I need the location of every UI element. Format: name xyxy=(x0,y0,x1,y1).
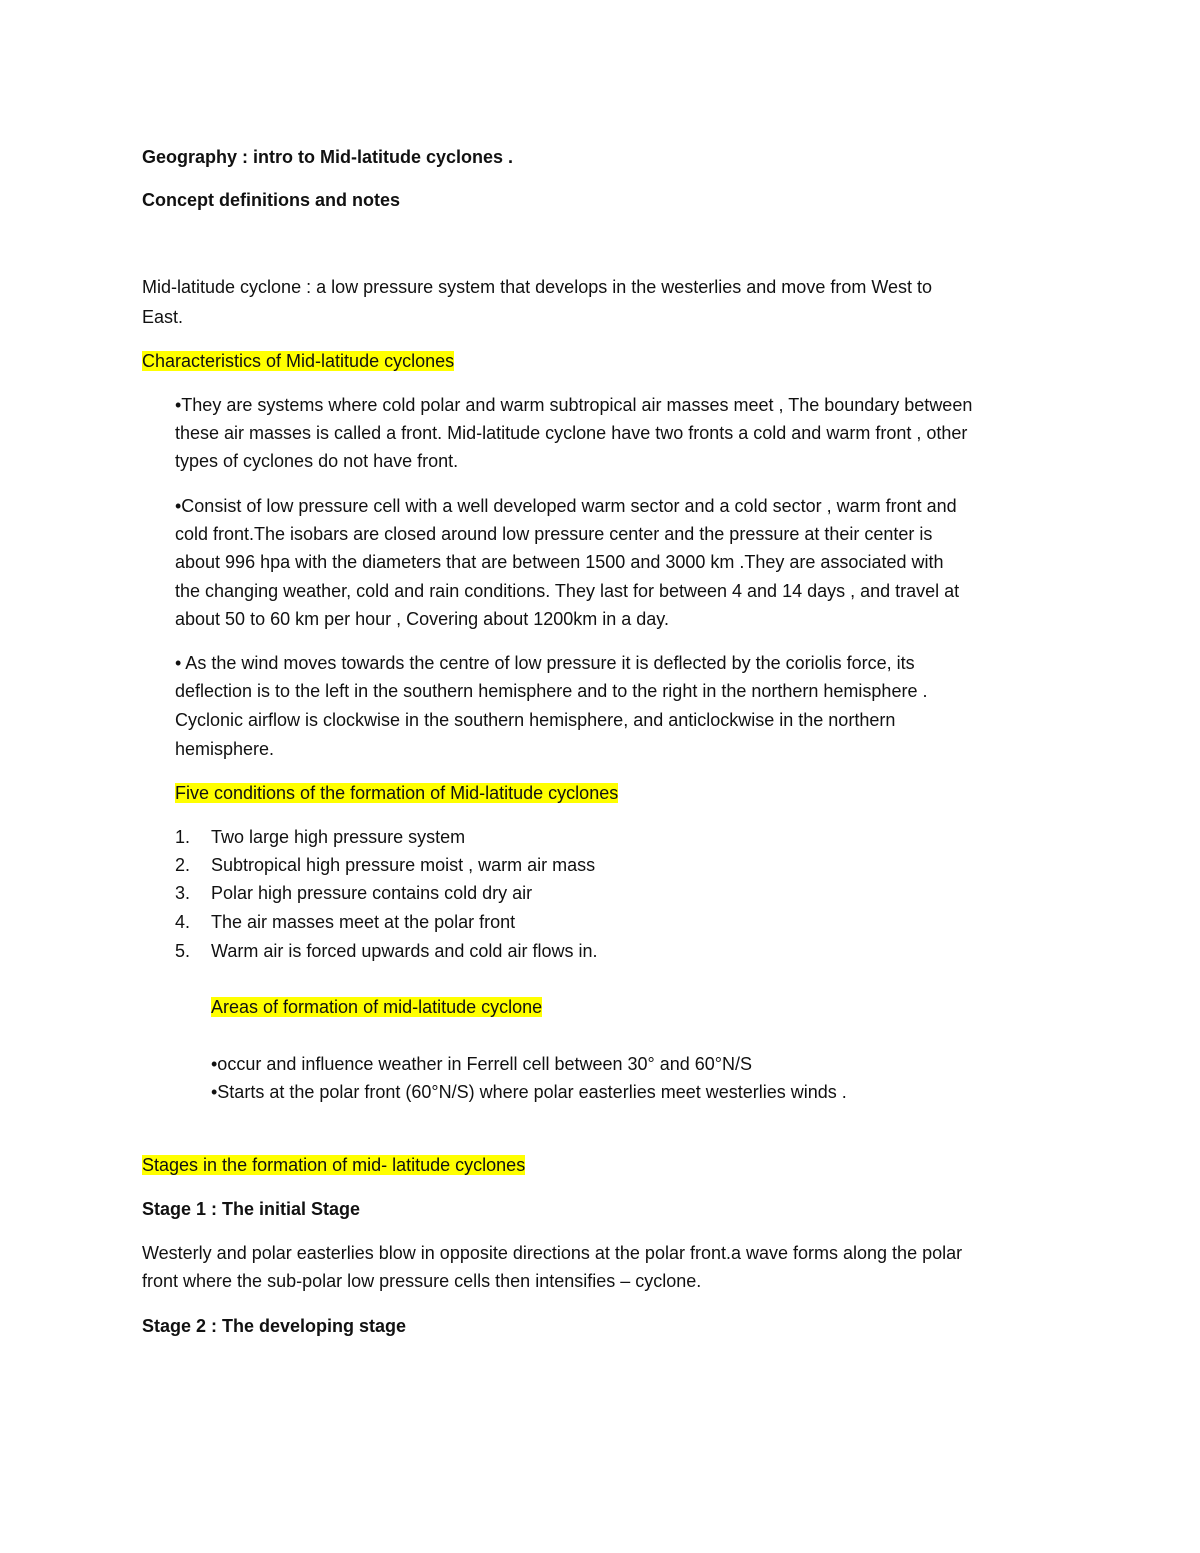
list-item: The air masses meet at the polar front xyxy=(211,912,516,932)
stage-1-text: Westerly and polar easterlies blow in opposite directions at the polar front.a wave forms along the polar xyxy=(142,1243,963,1263)
bullet-line: about 50 to 60 km per hour , Covering about 1200km in a day. xyxy=(175,609,669,629)
stage-1-text: front where the sub-polar low pressure cells then intensifies – cyclone. xyxy=(142,1271,702,1291)
highlighted-heading-text: Stages in the formation of mid- latitude cyclones xyxy=(142,1155,526,1175)
document-subtitle: Concept definitions and notes xyxy=(142,190,401,210)
characteristics-heading xyxy=(142,347,454,375)
stages-heading xyxy=(142,1151,525,1179)
document-title: Geography : intro to Mid-latitude cyclones . xyxy=(142,147,514,167)
list-number: 5. xyxy=(175,941,191,961)
bullet-line: about 996 hpa with the diameters that are between 1500 and 3000 km .They are associated with xyxy=(175,552,944,572)
bullet-line: hemisphere. xyxy=(175,739,275,759)
stage-1-title: Stage 1 : The initial Stage xyxy=(142,1199,361,1219)
list-number: 1. xyxy=(175,827,191,847)
bullet-line: •Consist of low pressure cell with a well developed warm sector and a cold sector , warm front and xyxy=(175,496,957,516)
bullet-line: these air masses is called a front. Mid-latitude cyclone have two fronts a cold and warm front , other xyxy=(175,423,968,443)
list-item: Polar high pressure contains cold dry air xyxy=(211,883,533,903)
list-number: 3. xyxy=(175,883,191,903)
list-number: 4. xyxy=(175,912,191,932)
bullet-line: Cyclonic airflow is clockwise in the southern hemisphere, and anticlockwise in the northern xyxy=(175,710,896,730)
highlighted-heading-text: Areas of formation of mid-latitude cyclone xyxy=(211,997,543,1017)
bullet-line: types of cyclones do not have front. xyxy=(175,451,459,471)
list-number: 2. xyxy=(175,855,191,875)
bullet-line: •They are systems where cold polar and warm subtropical air masses meet , The boundary between xyxy=(175,395,973,415)
stage-2-title: Stage 2 : The developing stage xyxy=(142,1316,407,1336)
definition-line: East. xyxy=(142,307,184,327)
bullet-line: deflection is to the left in the southern hemisphere and to the right in the northern hemisphere . xyxy=(175,681,928,701)
areas-heading xyxy=(211,993,542,1021)
bullet-line: the changing weather, cold and rain conditions. They last for between 4 and 14 days , and travel at xyxy=(175,581,960,601)
list-item: Two large high pressure system xyxy=(211,827,466,847)
conditions-heading xyxy=(175,779,618,807)
list-item: Subtropical high pressure moist , warm air mass xyxy=(211,855,596,875)
definition-line: Mid-latitude cyclone : a low pressure system that develops in the westerlies and move from West to xyxy=(142,277,933,297)
bullet-line: cold front.The isobars are closed around low pressure center and the pressure at their center is xyxy=(175,524,933,544)
list-item: Warm air is forced upwards and cold air flows in. xyxy=(211,941,598,961)
highlighted-heading-text: Five conditions of the formation of Mid-latitude cyclones xyxy=(175,783,619,803)
bullet-line: •Starts at the polar front (60°N/S) where polar easterlies meet westerlies winds . xyxy=(211,1082,847,1102)
bullet-line: • As the wind moves towards the centre of low pressure it is deflected by the coriolis force, its xyxy=(175,653,915,673)
bullet-line: •occur and influence weather in Ferrell cell between 30° and 60°N/S xyxy=(211,1054,753,1074)
highlighted-heading-text: Characteristics of Mid-latitude cyclones xyxy=(142,351,455,371)
